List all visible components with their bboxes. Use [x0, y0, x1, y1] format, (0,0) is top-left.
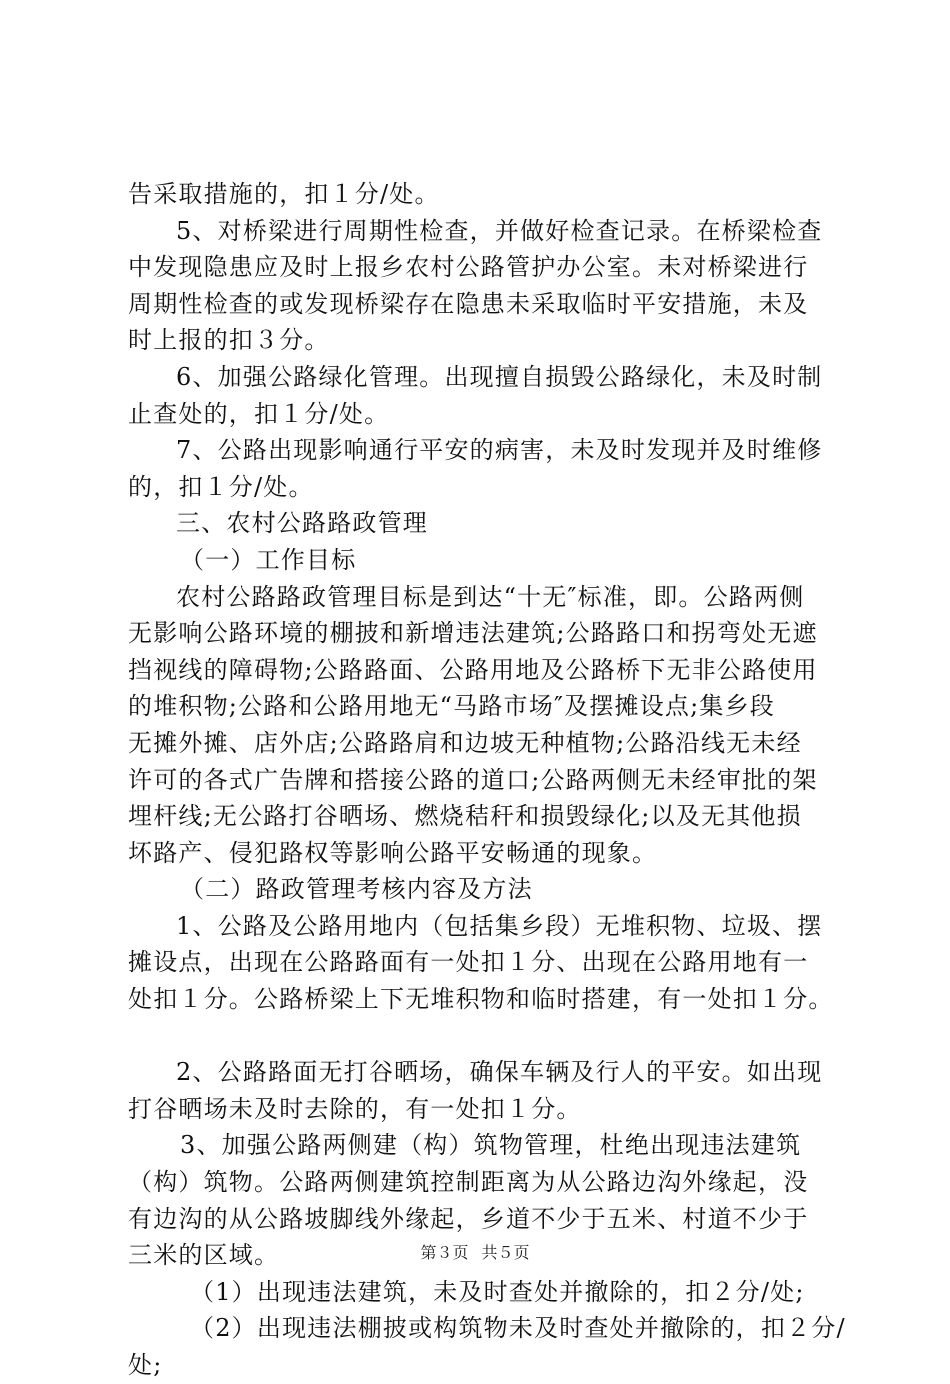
text-line: 无影响公路环境的棚披和新增违法建筑;公路路口和拐弯处无遮 [128, 619, 818, 648]
list-item: （1）出现违法建筑，未及时查处并撤除的，扣２分/处; [190, 1277, 805, 1306]
text-line: 三米的区域。 [128, 1241, 280, 1270]
text-line: 有边沟的从公路坡脚线外缘起，乡道不少于五米、村道不少于 [128, 1204, 809, 1233]
text-line: 周期性检查的或发现桥梁存在隐患未采取临时平安措施，未及 [128, 289, 809, 318]
page-number: 第３页 [420, 1243, 469, 1262]
text-line: 处; [128, 1351, 163, 1379]
text-line: 6、加强公路绿化管理。出现擅自损毁公路绿化，未及时制 [176, 362, 823, 391]
text-line: 挡视线的障碍物;公路路面、公路用地及公路桥下无非公路使用 [128, 655, 818, 684]
text-line: 摊设点，出现在公路路面有一处扣１分、出现在公路用地有一 [128, 948, 809, 977]
text-line: 无摊外摊、店外店;公路路肩和边坡无种植物;公路沿线无未经 [128, 728, 802, 757]
section-heading: 三、农村公路路政管理 [176, 509, 428, 538]
text-line: 止查处的，扣１分/处。 [128, 399, 390, 428]
page-footer [0, 1240, 950, 1263]
text-line: 2、公路路面无打谷晒场，确保车辆及行人的平安。如出现 [176, 1058, 823, 1087]
paragraph-gap [128, 1018, 838, 1055]
text-line: 告采取措施的，扣１分/处。 [128, 180, 440, 208]
subsection-heading: （一）工作目标 [180, 545, 357, 574]
text-line: 许可的各式广告牌和搭接公路的道口;公路两侧无未经审批的架 [128, 765, 818, 794]
text-line: 埋杆线;无公路打谷晒场、燃烧秸秆和损毁绿化;以及无其他损 [128, 802, 802, 831]
text-line: 打谷晒场未及时去除的，有一处扣１分。 [128, 1094, 582, 1123]
text-line: 的堆积物;公路和公路用地无“马路市场″及摆摊设点;集乡段 [128, 692, 776, 721]
text-line: 1、公路及公路用地内（包括集乡段）无堆积物、垃圾、摆 [176, 911, 823, 940]
text-line: 农村公路路政管理目标是到达“十无″标准，即。公路两侧 [176, 582, 805, 611]
text-line: （构）筑物。公路两侧建筑控制距离为从公路边沟外缘起，没 [128, 1168, 809, 1197]
text-line: 坏路产、侵犯路权等影响公路平安畅通的现象。 [128, 838, 658, 867]
text-line: 的，扣１分/处。 [128, 472, 314, 501]
text-line: 时上报的扣３分。 [128, 326, 330, 355]
document-body [128, 176, 846, 1384]
text-line: 中发现隐患应及时上报乡农村公路管护办公室。未对桥梁进行 [128, 253, 809, 282]
text-line: 处扣１分。公路桥梁上下无堆积物和临时搭建，有一处扣１分。 [128, 985, 834, 1014]
text-line: 3、加强公路两侧建（构）筑物管理，杜绝出现违法建筑 [180, 1131, 802, 1160]
text-line: 5、对桥梁进行周期性检查，并做好检查记录。在桥梁检查 [176, 216, 823, 245]
subsection-heading: （二）路政管理考核内容及方法 [180, 875, 533, 904]
page-total: 共５页 [481, 1243, 530, 1262]
text-line: 7、公路出现影响通行平安的病害，未及时发现并及时维修 [176, 436, 823, 465]
list-item: （2）出现违法棚披或构筑物未及时查处并撤除的，扣２分/ [190, 1314, 846, 1343]
